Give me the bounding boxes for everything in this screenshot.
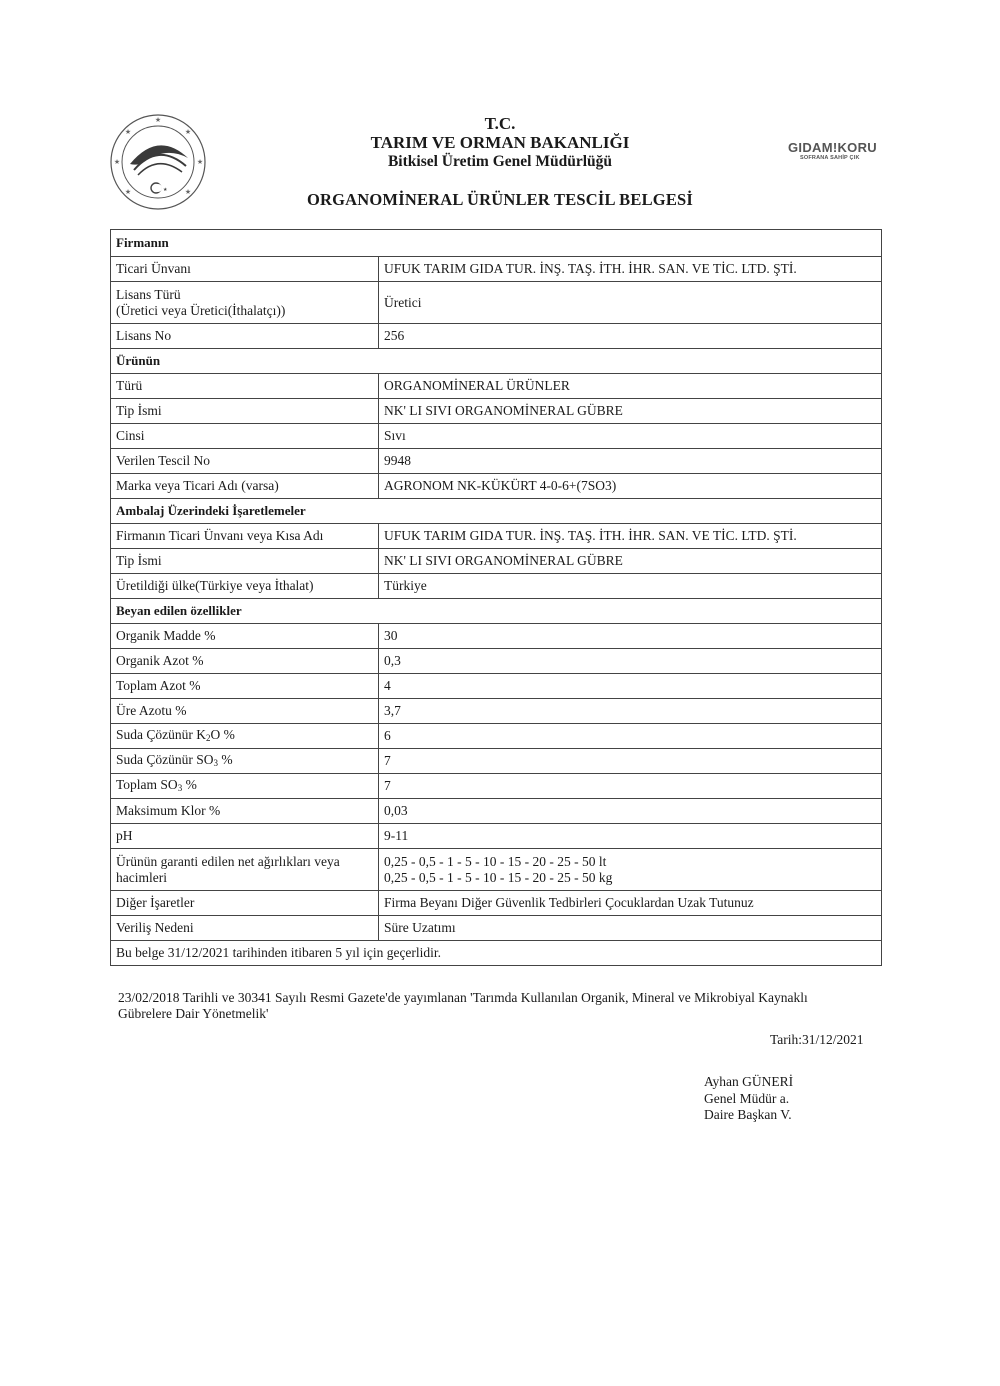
row-value: UFUK TARIM GIDA TUR. İNŞ. TAŞ. İTH. İHR. SAN. VE TİC. LTD. ŞTİ.	[379, 524, 882, 549]
table-row	[111, 449, 882, 474]
row-label: Toplam $SO_3$ %	[111, 774, 379, 799]
row-value: 9948	[379, 449, 882, 474]
row-label: Organik Madde %	[111, 624, 379, 649]
svg-text:★: ★	[124, 128, 132, 136]
signatory-title-1: Genel Müdür a.	[704, 1090, 790, 1106]
registration-table	[110, 229, 882, 966]
table-row	[111, 699, 882, 724]
header-department: Bitkisel Üretim Genel Müdürlüğü	[387, 153, 613, 170]
ministry-seal	[108, 112, 208, 212]
table-row	[111, 624, 882, 649]
table-row	[111, 916, 882, 941]
table-row	[111, 824, 882, 849]
row-label: Lisans No	[111, 324, 379, 349]
document-title: ORGANOMİNERAL ÜRÜNLER TESCİL BELGESİ	[306, 190, 694, 209]
row-label: Üretildiği ülke(Türkiye veya İthalat)	[111, 574, 379, 599]
table-row	[111, 424, 882, 449]
row-value: Firma Beyanı Diğer Güvenlik Tedbirleri Çocuklardan Uzak Tutunuz	[379, 891, 882, 916]
row-label: pH	[111, 824, 379, 849]
table-row	[111, 524, 882, 549]
row-value: 30	[379, 624, 882, 649]
row-value: Süre Uzatımı	[379, 916, 882, 941]
table-row	[111, 474, 882, 499]
row-value: 3,7	[379, 699, 882, 724]
brand-name: GIDAM!KORU	[788, 140, 877, 155]
svg-text:★: ★	[154, 116, 162, 124]
table-row	[111, 774, 882, 799]
row-label: Ürünün garanti edilen net ağırlıkları veya hacimleri	[111, 849, 379, 891]
signature-block	[704, 1074, 793, 1124]
svg-text:★: ★	[124, 188, 132, 196]
table-row	[111, 324, 882, 349]
row-value: 7	[379, 774, 882, 799]
brand-o-icon: !	[832, 140, 838, 155]
row-value: 0,3	[379, 649, 882, 674]
row-value: Sıvı	[379, 424, 882, 449]
header-tc: T.C.	[484, 114, 516, 133]
regulation-reference: 23/02/2018 Tarihli ve 30341 Sayılı Resmi Gazete'de yayımlanan 'Tarımda Kullanılan Organik, Mineral ve Mikrobiyal Kaynaklı Gübrelere Dair Yönetmelik'	[118, 990, 808, 1021]
table-row	[111, 574, 882, 599]
table-row	[111, 891, 882, 916]
header-ministry: TARIM VE ORMAN BAKANLIĞI	[370, 133, 630, 152]
section-product: Ürünün	[111, 349, 882, 374]
row-value: 0,03	[379, 799, 882, 824]
row-label: Tip İsmi	[111, 399, 379, 424]
signatory-name: Ayhan GÜNERİ	[704, 1074, 794, 1089]
row-label: Veriliş Nedeni	[111, 916, 379, 941]
row-value: 0,25 - 0,5 - 1 - 5 - 10 - 15 - 20 - 25 - 50 lt 0,25 - 0,5 - 1 - 5 - 10 - 15 - 20 - 25 - 50 kg	[379, 849, 882, 891]
row-value: UFUK TARIM GIDA TUR. İNŞ. TAŞ. İTH. İHR. SAN. VE TİC. LTD. ŞTİ.	[379, 257, 882, 282]
row-value: AGRONOM NK-KÜKÜRT 4-0-6+(7SO3)	[379, 474, 882, 499]
table-row	[111, 282, 882, 324]
row-label: Ticari Ünvanı	[111, 257, 379, 282]
table-row	[111, 799, 882, 824]
table-row	[111, 749, 882, 774]
svg-text:★: ★	[163, 187, 168, 193]
row-value: ORGANOMİNERAL ÜRÜNLER	[379, 374, 882, 399]
row-value: 6	[379, 724, 882, 749]
section-firm: Firmanın	[111, 230, 882, 257]
ministry-seal-emblem-icon	[108, 112, 208, 212]
row-value: 256	[379, 324, 882, 349]
table-row	[111, 674, 882, 699]
row-label: Üre Azotu %	[111, 699, 379, 724]
issue-date: Tarih:31/12/2021	[770, 1032, 864, 1047]
row-label: Cinsi	[111, 424, 379, 449]
table-row	[111, 549, 882, 574]
row-label: Diğer İşaretler	[111, 891, 379, 916]
signatory-title-2: Daire Başkan V.	[704, 1107, 792, 1122]
row-value: NK' LI SIVI ORGANOMİNERAL GÜBRE	[379, 399, 882, 424]
table-row	[111, 257, 882, 282]
row-label: Verilen Tescil No	[111, 449, 379, 474]
row-label: Organik Azot %	[111, 649, 379, 674]
validity-note: Bu belge 31/12/2021 tarihinden itibaren 5 yıl için geçerlidir.	[111, 941, 882, 966]
row-label: Firmanın Ticari Ünvanı veya Kısa Adı	[111, 524, 379, 549]
row-value: 4	[379, 674, 882, 699]
row-value: Üretici	[379, 282, 882, 324]
row-label: Marka veya Ticari Adı (varsa)	[111, 474, 379, 499]
svg-text:★: ★	[184, 188, 192, 196]
svg-text:★: ★	[113, 158, 121, 166]
brand-logo	[788, 141, 888, 161]
row-label: Lisans Türü (Üretici veya Üretici(İthalatçı))	[111, 282, 379, 324]
svg-text:★: ★	[184, 128, 192, 136]
row-label: Toplam Azot %	[111, 674, 379, 699]
brand-tagline: SOFRANA SAHİP ÇIK	[800, 155, 860, 161]
table-row	[111, 649, 882, 674]
section-declared: Beyan edilen özellikler	[111, 599, 882, 624]
row-label: Maksimum Klor %	[111, 799, 379, 824]
table-row	[111, 374, 882, 399]
row-label: Tip İsmi	[111, 549, 379, 574]
svg-text:★: ★	[196, 158, 204, 166]
row-label: Suda Çözünür $SO_3$ %	[111, 749, 379, 774]
table-row	[111, 724, 882, 749]
table-row	[111, 849, 882, 891]
section-packaging: Ambalaj Üzerindeki İşaretlemeler	[111, 499, 882, 524]
row-label: Türü	[111, 374, 379, 399]
row-value: 9-11	[379, 824, 882, 849]
row-value: NK' LI SIVI ORGANOMİNERAL GÜBRE	[379, 549, 882, 574]
row-label: Suda Çözünür $K_2O$ %	[111, 724, 379, 749]
row-value: 7	[379, 749, 882, 774]
row-value: Türkiye	[379, 574, 882, 599]
table-row	[111, 399, 882, 424]
